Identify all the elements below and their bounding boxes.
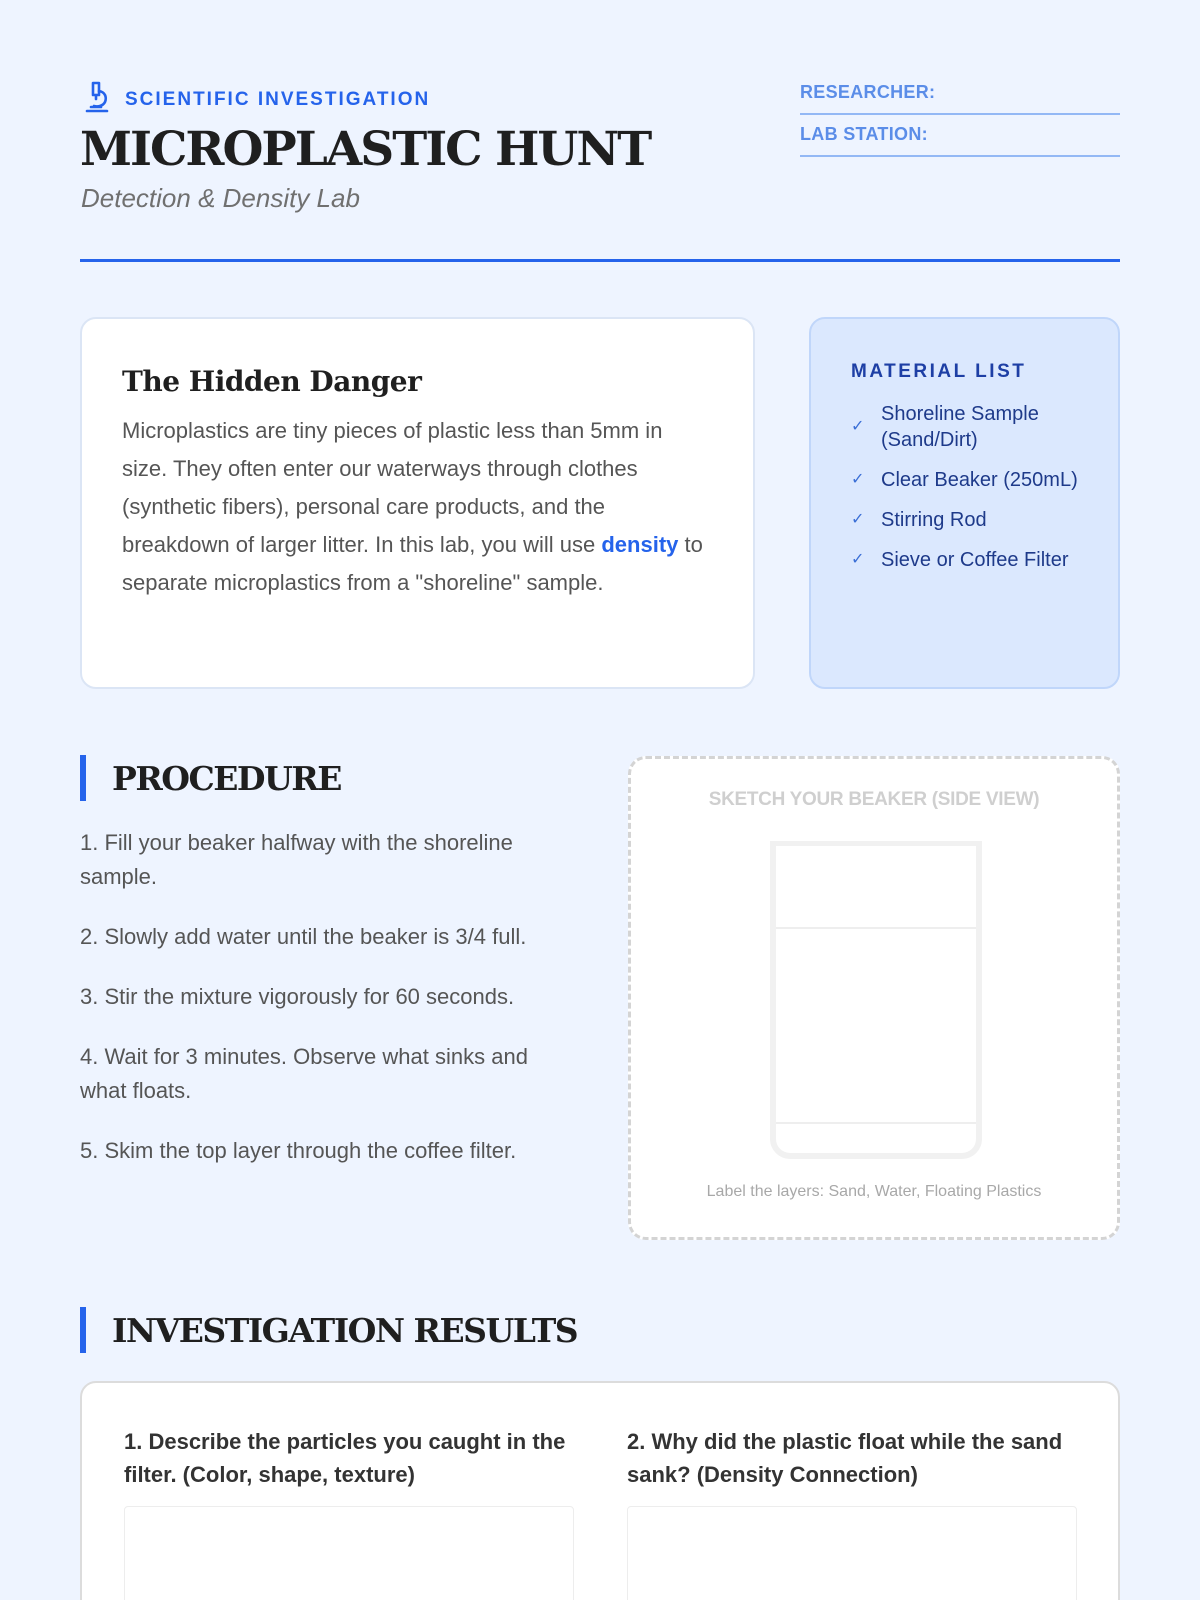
intro-heading: The Hidden Danger bbox=[122, 365, 422, 398]
intro-text-start: Microplastics are tiny pieces of plastic less than 5mm in size. They often enter our waterways through clothes (synthetic fibers), personal care products, and the breakdown of larger litter. In this lab, you will use bbox=[122, 418, 663, 557]
lab-station-label: LAB STATION: bbox=[800, 124, 928, 144]
page-subtitle: Detection & Density Lab bbox=[81, 183, 360, 213]
kicker-label: SCIENTIFIC INVESTIGATION bbox=[125, 89, 431, 110]
check-icon: ✓ bbox=[851, 551, 865, 568]
results-header bbox=[80, 1307, 577, 1353]
material-list-card bbox=[809, 317, 1120, 689]
header-divider bbox=[80, 259, 1120, 262]
material-item bbox=[851, 467, 1098, 493]
researcher-field[interactable] bbox=[800, 80, 1120, 115]
material-item bbox=[851, 547, 1098, 573]
intro-text-end: to separate microplastics from a "shoreline" sample. bbox=[122, 532, 703, 595]
procedure-steps bbox=[80, 826, 580, 1194]
material-list bbox=[851, 401, 1098, 573]
check-icon: ✓ bbox=[851, 471, 865, 488]
answer-box-2[interactable] bbox=[627, 1506, 1077, 1600]
density-highlight: density bbox=[601, 532, 679, 557]
procedure-step: 3. Stir the mixture vigorously for 60 seconds. bbox=[80, 984, 515, 1009]
question-1: 1. Describe the particles you caught in the filter. (Color, shape, texture) bbox=[124, 1429, 566, 1487]
material-item-label: Stirring Rod bbox=[881, 509, 987, 531]
check-icon: ✓ bbox=[851, 418, 865, 435]
material-item-label: Sieve or Coffee Filter bbox=[881, 549, 1069, 571]
material-item-label: Clear Beaker (250mL) bbox=[881, 469, 1078, 491]
material-item bbox=[851, 401, 1098, 453]
beaker-outline bbox=[770, 841, 982, 1159]
intro-card bbox=[80, 317, 755, 689]
material-item bbox=[851, 507, 1098, 533]
material-item-label: Shoreline Sample (Sand/Dirt) bbox=[881, 403, 1039, 451]
kicker bbox=[81, 80, 430, 120]
microscope-icon bbox=[81, 80, 111, 120]
results-card bbox=[80, 1381, 1120, 1600]
procedure-step: 5. Skim the top layer through the coffee filter. bbox=[80, 1138, 517, 1163]
procedure-step: 2. Slowly add water until the beaker is 3/4 full. bbox=[80, 924, 527, 949]
sketch-caption: Label the layers: Sand, Water, Floating Plastics bbox=[706, 1183, 1042, 1200]
procedure-header bbox=[80, 755, 341, 801]
researcher-label: RESEARCHER: bbox=[800, 82, 936, 102]
sketch-area[interactable] bbox=[628, 756, 1120, 1240]
beaker-layer-line bbox=[776, 927, 976, 929]
procedure-heading: PROCEDURE bbox=[112, 758, 341, 798]
intro-text bbox=[122, 412, 713, 602]
beaker-layer-line bbox=[776, 1122, 976, 1124]
results-heading: INVESTIGATION RESULTS bbox=[112, 1310, 578, 1350]
section-accent-bar bbox=[80, 755, 86, 801]
material-list-heading: MATERIAL LIST bbox=[851, 361, 1027, 382]
page-title: MICROPLASTIC HUNT bbox=[80, 122, 651, 177]
procedure-step: 4. Wait for 3 minutes. Observe what sinks and what floats. bbox=[80, 1044, 528, 1103]
lab-station-field[interactable] bbox=[800, 122, 1120, 157]
section-accent-bar bbox=[80, 1307, 86, 1353]
meta-fields bbox=[800, 80, 1120, 157]
question-2: 2. Why did the plastic float while the sand sank? (Density Connection) bbox=[627, 1429, 1063, 1487]
answer-box-1[interactable] bbox=[124, 1506, 574, 1600]
procedure-step: 1. Fill your beaker halfway with the shoreline sample. bbox=[80, 830, 513, 889]
sketch-title: SKETCH YOUR BEAKER (SIDE VIEW) bbox=[708, 789, 1040, 810]
check-icon: ✓ bbox=[851, 511, 865, 528]
